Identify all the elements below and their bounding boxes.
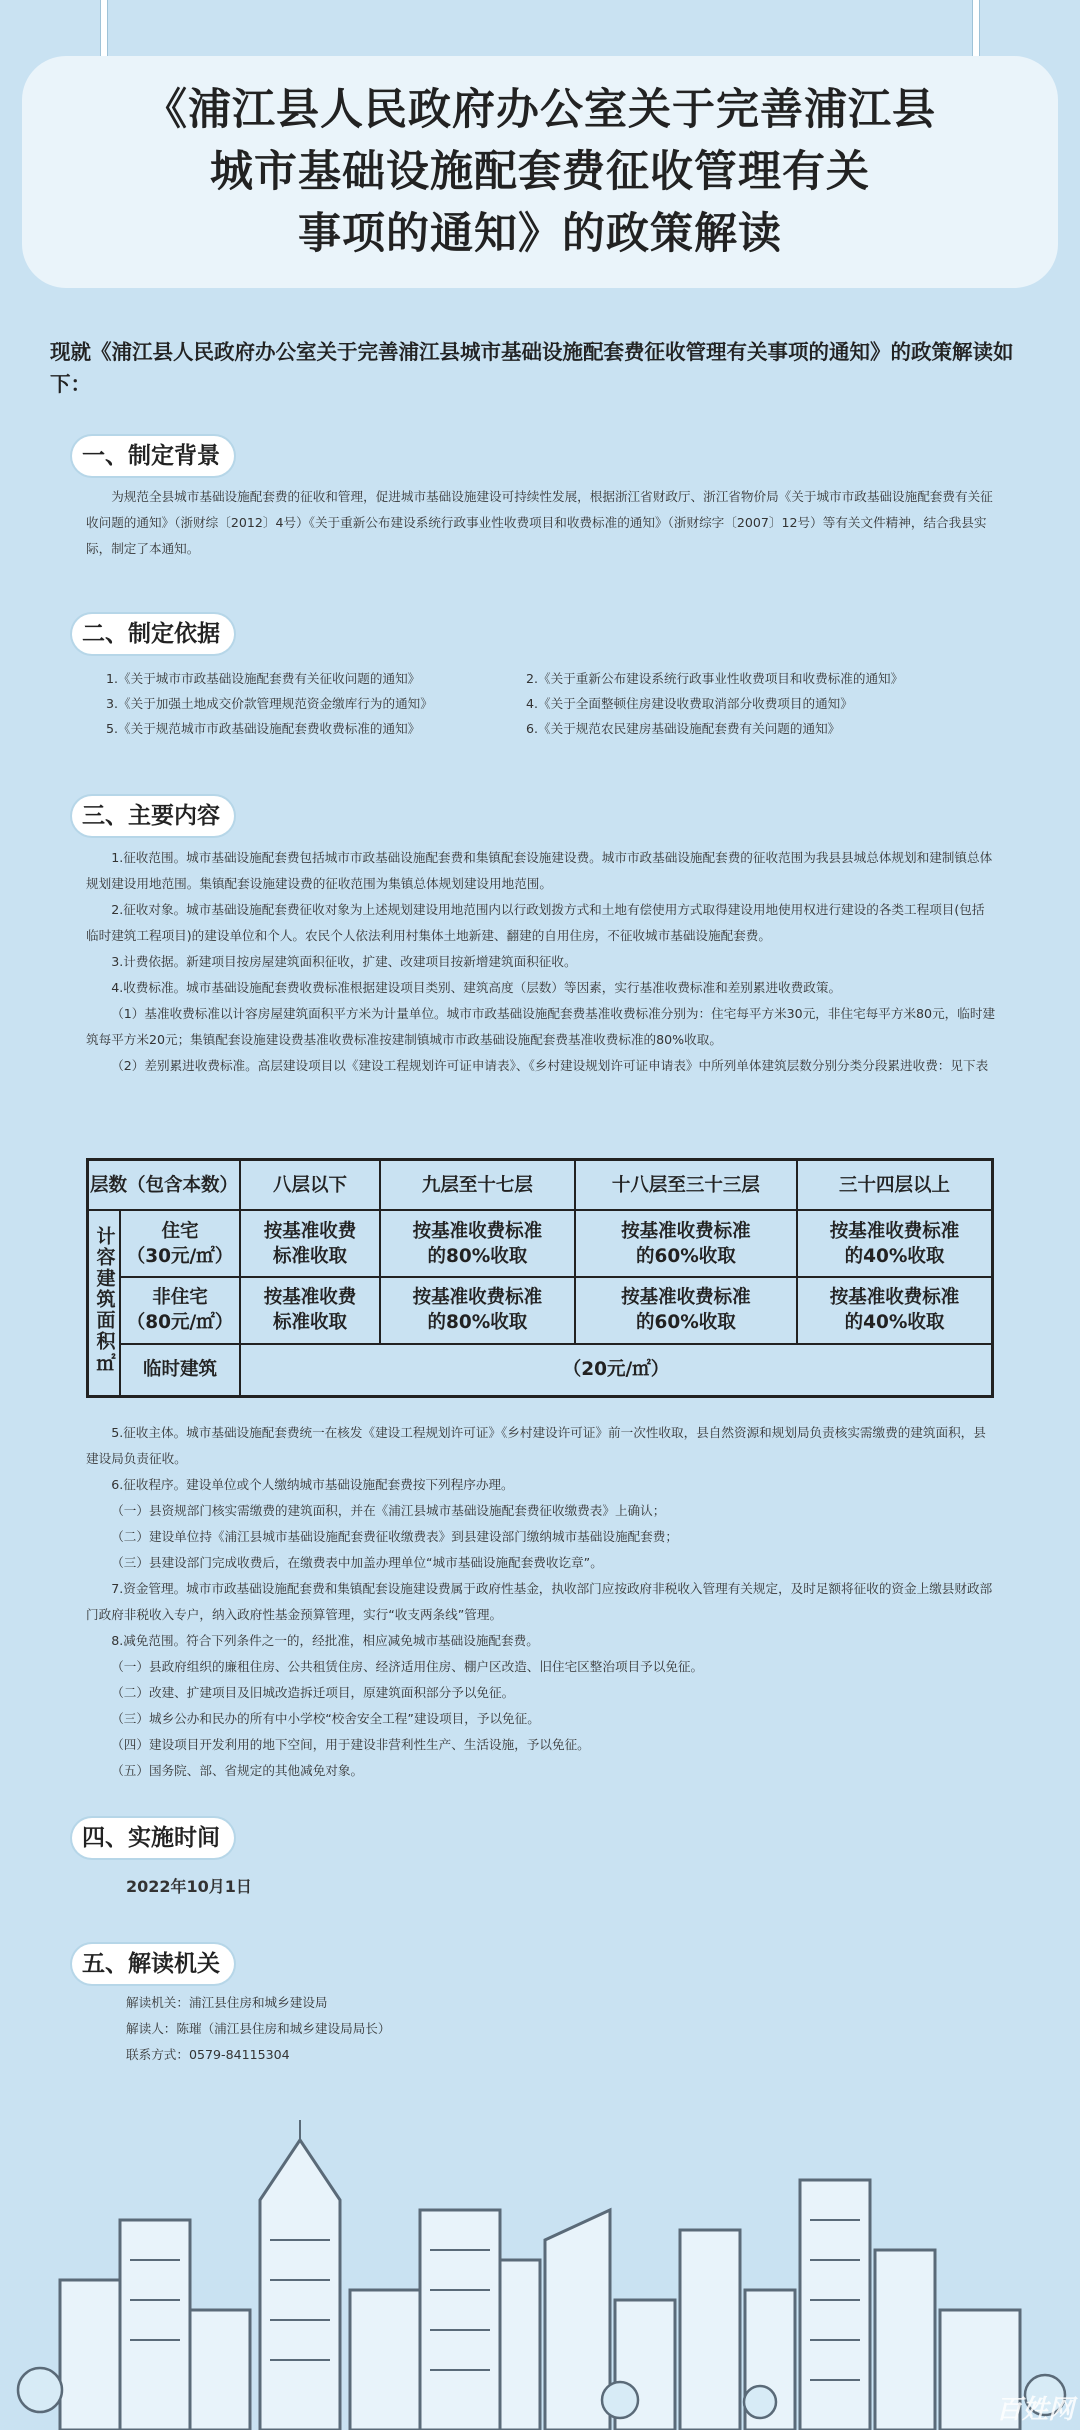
table-header-cell: 九层至十七层	[380, 1160, 575, 1211]
content-paragraph: （一）县资规部门核实需缴费的建筑面积，并在《浦江县城市基础设施配套费征收缴费表》上确认；	[111, 1503, 666, 1518]
table-header-cell: 十八层至三十三层	[575, 1160, 797, 1211]
table-cell	[240, 1277, 380, 1344]
authority-person: 解读人：陈璀（浦江县住房和城乡建设局局长）	[126, 2021, 391, 2036]
table-header-cell: 三十四层以上	[797, 1160, 993, 1211]
table-cell	[797, 1277, 993, 1344]
row-label-residential	[120, 1210, 240, 1277]
background-paragraph: 为规范全县城市基础设施配套费的征收和管理，促进城市基础设施建设可持续性发展，根据浙江省财政厅、浙江省物价局《关于城市市政基础设施配套费有关征收问题的通知》（浙财综〔2012〕4号）《关于重新公布建设系统行政事业性收费项目和收费标准的通知》（浙财综字〔2007〕12号）等有关文件精神，结合我县实际，制定了本通知。	[86, 489, 993, 556]
table-cell	[380, 1210, 575, 1277]
table-cell-temporary: （20元/㎡）	[240, 1344, 993, 1397]
content-paragraph: 7.资金管理。城市市政基础设施配套费和集镇配套设施建设费属于政府性基金，执收部门应按政府非税收入管理有关规定，及时足额将征收的资金上缴县财政部门政府非税收入专户，纳入政府性基金预算管理，实行“收支两条线”管理。	[86, 1581, 993, 1622]
intro-text: 现就《浦江县人民政府办公室关于完善浦江县城市基础设施配套费征收管理有关事项的通知》的政策解读如下：	[50, 340, 1014, 396]
authority-phone: 联系方式：0579-84115304	[126, 2047, 290, 2062]
basis-list	[106, 666, 1006, 741]
basis-item: 5.《关于规范城市市政基础设施配套费收费标准的通知》	[106, 721, 421, 736]
content-paragraph: （三）县建设部门完成收费后，在缴费表中加盖办理单位“城市基础设施配套费收讫章”。	[111, 1555, 603, 1570]
section-background-text	[86, 484, 996, 562]
row-label-rate: （80元/㎡）	[126, 1312, 234, 1334]
cell-text: 按基准收费 标准收取	[263, 1287, 357, 1334]
title-line-3: 事项的通知》的政策解读	[298, 209, 782, 259]
section-heading-background: 一、制定背景	[72, 436, 234, 476]
title-card	[22, 56, 1058, 288]
table-cell	[575, 1210, 797, 1277]
content-paragraphs-a	[86, 845, 996, 1079]
content-paragraph: （四）建设项目开发利用的地下空间，用于建设非营利性生产、生活设施，予以免征。	[111, 1737, 590, 1752]
cell-text: 按基准收费标准 的40%收取	[829, 1220, 960, 1267]
cell-text: 按基准收费标准 的80%收取	[412, 1220, 543, 1267]
city-skyline-illustration	[0, 2120, 1080, 2430]
row-label-rate: （30元/㎡）	[126, 1245, 234, 1267]
table-header-cell: 八层以下	[240, 1160, 380, 1211]
table-header-cell: 层数（包含本数）	[88, 1160, 241, 1211]
section-heading-basis: 二、制定依据	[72, 614, 234, 654]
implementation-date: 2022年10月1日	[126, 1877, 252, 1896]
watermark-logo: 百姓网	[995, 2395, 1074, 2425]
section-heading-content: 三、主要内容	[72, 796, 234, 836]
row-label-text: 住宅	[161, 1220, 199, 1242]
title-line-1: 《浦江县人民政府办公室关于完善浦江县	[144, 85, 936, 135]
table-cell	[240, 1210, 380, 1277]
section-heading-authority: 五、解读机关	[72, 1944, 234, 1984]
table-side-label	[88, 1210, 121, 1396]
basis-item: 4.《关于全面整顿住房建设收费取消部分收费项目的通知》	[526, 696, 853, 711]
side-label-text: 计容建筑面积㎡	[93, 1226, 116, 1374]
content-paragraph: （三）城乡公办和民办的所有中小学校“校舍安全工程”建设项目，予以免征。	[111, 1711, 540, 1726]
cell-text: 按基准收费标准 的80%收取	[412, 1287, 543, 1334]
row-label-nonresidential	[120, 1277, 240, 1344]
row-label-text: 非住宅	[152, 1287, 208, 1309]
content-paragraph: （二）建设单位持《浦江县城市基础设施配套费征收缴费表》到县建设部门缴纳城市基础设施配套费；	[111, 1529, 678, 1544]
content-paragraph: （1）基准收费标准以计容房屋建筑面积平方米为计量单位。城市市政基础设施配套费基准收费标准分别为：住宅每平方米30元，非住宅每平方米80元，临时建筑每平方米20元；集镇配套设施建设费基准收费标准按建制镇城市市政基础设施配套费基准收费标准的80%收取。	[86, 1006, 996, 1047]
basis-item: 1.《关于城市市政基础设施配套费有关征收问题的通知》	[106, 671, 421, 686]
authority-info	[126, 1990, 1036, 2068]
content-paragraph: 6.征收程序。建设单位或个人缴纳城市基础设施配套费按下列程序办理。	[111, 1477, 514, 1492]
content-paragraph: 1.征收范围。城市基础设施配套费包括城市市政基础设施配套费和集镇配套设施建设费。城市市政基础设施配套费的征收范围为我县县城总体规划和建制镇总体规划建设用地范围。集镇配套设施建设费的征收范围为集镇总体规划建设用地范围。	[86, 850, 993, 891]
content-paragraph: （五）国务院、部、省规定的其他减免对象。	[111, 1763, 364, 1778]
cell-text: 按基准收费标准 的60%收取	[621, 1287, 751, 1334]
content-paragraph: （2）差别累进收费标准。高层建设项目以《建设工程规划许可证申请表》、《乡村建设规划许可证申请表》中所列单体建筑层数分别分类分段累进收费：见下表	[111, 1058, 989, 1073]
content-paragraph: （一）县政府组织的廉租住房、公共租赁住房、经济适用住房、棚户区改造、旧住宅区整治项目予以免征。	[111, 1659, 704, 1674]
basis-item: 2.《关于重新公布建设系统行政事业性收费项目和收费标准的通知》	[526, 671, 904, 686]
title-line-2: 城市基础设施配套费征收管理有关	[210, 147, 870, 197]
content-paragraph: 2.征收对象。城市基础设施配套费征收对象为上述规划建设用地范围内以行政划拨方式和土地有偿使用方式取得建设用地使用权进行建设的各类工程项目(包括临时建筑工程项目)的建设单位和个人。农民个人依法利用村集体土地新建、翻建的自用住房，不征收城市基础设施配套费。	[86, 902, 985, 943]
content-paragraph: 5.征收主体。城市基础设施配套费统一在核发《建设工程规划许可证》《乡村建设许可证》前一次性收取，县自然资源和规划局负责核实需缴费的建筑面积，县建设局负责征收。	[86, 1425, 986, 1466]
content-paragraph: 8.减免范围。符合下列条件之一的，经批准，相应减免城市基础设施配套费。	[111, 1633, 539, 1648]
basis-item: 3.《关于加强土地成交价款管理规范资金缴库行为的通知》	[106, 696, 433, 711]
cell-text: 按基准收费标准 的40%收取	[829, 1287, 960, 1334]
content-paragraph: 3.计费依据。新建项目按房屋建筑面积征收，扩建、改建项目按新增建筑面积征收。	[111, 954, 577, 969]
table-cell	[797, 1210, 993, 1277]
authority-org: 解读机关：浦江县住房和城乡建设局	[126, 1995, 328, 2010]
cell-text: 按基准收费 标准收取	[263, 1220, 357, 1267]
table-cell	[380, 1277, 575, 1344]
content-paragraph: （二）改建、扩建项目及旧城改造拆迁项目，原建筑面积部分予以免征。	[111, 1685, 515, 1700]
content-paragraph: 4.收费标准。城市基础设施配套费收费标准根据建设项目类别、建筑高度（层数）等因素，实行基准收费标准和差别累进收费政策。	[111, 980, 842, 995]
cell-text: 按基准收费标准 的60%收取	[621, 1220, 751, 1267]
basis-item: 6.《关于规范农民建房基础设施配套费有关问题的通知》	[526, 721, 841, 736]
fee-standard-table	[86, 1158, 994, 1398]
table-cell	[575, 1277, 797, 1344]
section-heading-date: 四、实施时间	[72, 1818, 234, 1858]
content-paragraphs-b	[86, 1420, 996, 1784]
row-label-temporary: 临时建筑	[120, 1344, 240, 1397]
